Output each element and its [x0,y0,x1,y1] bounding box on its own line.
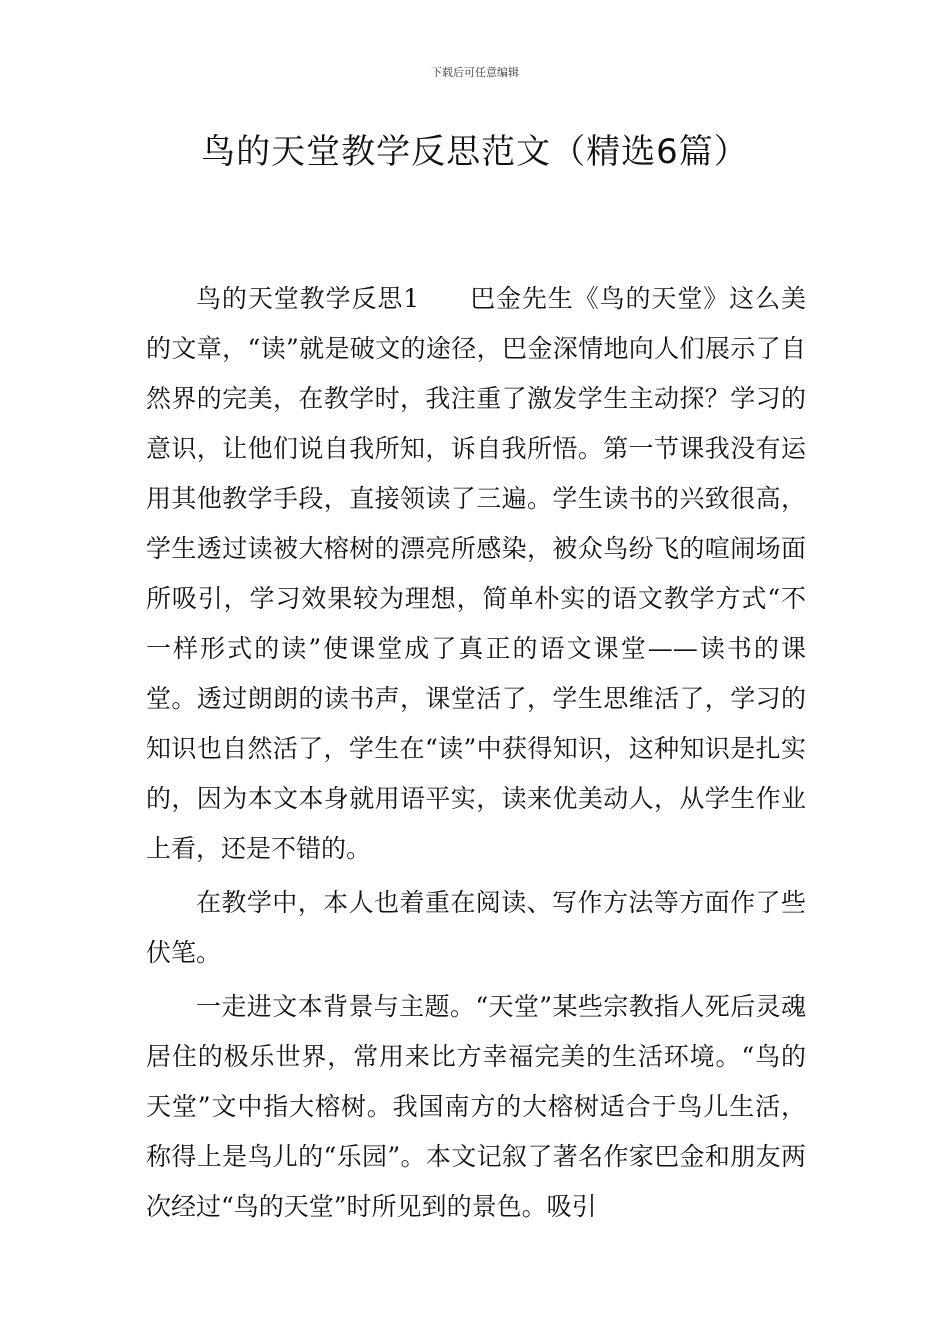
section-label: 鸟的天堂教学反思1 [196,284,420,313]
paragraph-1 [146,274,806,874]
document-body [146,274,806,1236]
paragraph-2: 在教学中，本人也着重在阅读、写作方法等方面作了些伏笔。 [146,888,806,967]
paragraph-3: 一走进文本背景与主题。“天堂”某些宗教指人死后灵魂居住的极乐世界，常用来比方幸福完美的生活环境。“鸟的天堂”文中指大榕树。我国南方的大榕树适合于鸟儿生活，称得上是鸟儿的“乐园”。本文记叙了著名作家巴金和朋友两次经过“鸟的天堂”时所见到的景色。吸引 [146,992,806,1221]
document-title: 鸟的天堂教学反思范文（精选6篇） [201,132,749,172]
header-note: 下载后可任意编辑 [431,66,519,79]
paragraph-1-text: 巴金先生《鸟的天堂》这么美的文章，“读”就是破文的途径，巴金深情地向人们展示了自然界的完美，在教学时，我注重了激发学生主动探？学习的意识，让他们说自我所知，诉自我所悟。第一节课我没有运用其他教学手段，直接领读了三遍。学生读书的兴致很高，学生透过读被大榕树的漂亮所感染，被众鸟纷飞的喧闹场面所吸引，学习效果较为理想，简单朴实的语文教学方式“不一样形式的读”使课堂成了真正的语文课堂——读书的课堂。透过朗朗的读书声，课堂活了，学生思维活了，学习的知识也自然活了，学生在“读”中获得知识，这种知识是扎实的，因为本文本身就用语平实，读来优美动人，从学生作业上看，还是不错的。 [146,284,806,863]
